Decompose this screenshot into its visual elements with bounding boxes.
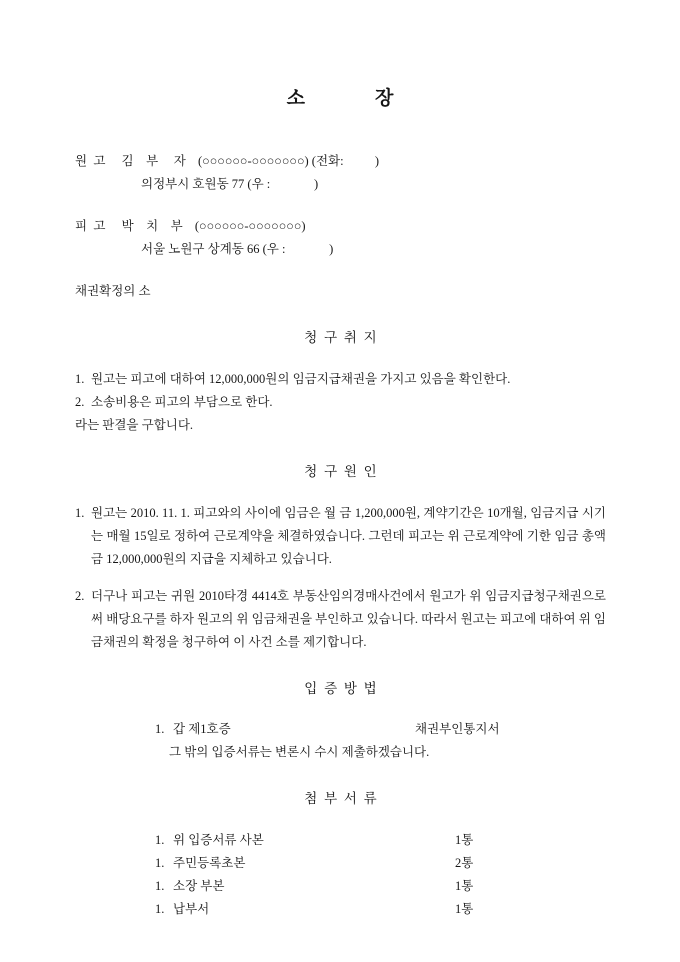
attachment-item-3-label: 소장 부본 xyxy=(173,879,225,894)
evidence-item-number: 1. xyxy=(155,722,165,737)
defendant-block xyxy=(75,215,606,261)
attachment-item-1-label: 위 입증서류 사본 xyxy=(173,833,264,848)
case-name: 채권확정의 소 xyxy=(75,283,151,298)
evidence-item xyxy=(155,718,606,741)
plaintiff-address: 의정부시 호원동 77 (우 : ) xyxy=(141,176,319,191)
defendant-name: 박 치 부 xyxy=(121,218,183,233)
attachment-item-4-number: 1. xyxy=(155,902,165,917)
evidence-note: 그 밖의 입증서류는 변론시 수시 제출하겠습니다. xyxy=(169,745,430,760)
cause-paragraph-1-number: 1. xyxy=(75,505,85,520)
evidence-item-value: 채권부인통지서 xyxy=(415,722,500,737)
defendant-address: 서울 노원구 상계동 66 (우 : ) xyxy=(141,241,334,256)
purport-closing: 라는 판결을 구합니다. xyxy=(75,417,194,432)
purport-item-2-text: 소송비용은 피고의 부담으로 한다. xyxy=(91,394,273,409)
cause-paragraph-2-number: 2. xyxy=(75,588,85,603)
plaintiff-block xyxy=(75,150,606,196)
plaintiff-role-label: 원 고 xyxy=(75,153,106,168)
cause-paragraph-1 xyxy=(75,502,606,571)
attachment-item-3 xyxy=(155,875,606,898)
attachment-item-2 xyxy=(155,852,606,875)
purport-item-2 xyxy=(75,391,606,414)
attachment-item-4-label: 납부서 xyxy=(173,902,210,917)
attachment-item-1 xyxy=(155,829,606,852)
purport-item-1-text: 원고는 피고에 대하여 12,000,000원의 임금지급채권을 가지고 있음을 확인한다. xyxy=(91,371,511,386)
evidence-item-label: 갑 제1호증 xyxy=(173,722,231,737)
defendant-id: (○○○○○○-○○○○○○○) xyxy=(194,218,306,233)
attachment-item-2-label: 주민등록초본 xyxy=(173,856,246,871)
attachment-item-1-count: 1통 xyxy=(455,833,474,848)
purport-item-1 xyxy=(75,368,606,391)
plaintiff-line xyxy=(75,150,606,173)
defendant-line xyxy=(75,215,606,238)
purport-item-2-number: 2. xyxy=(75,394,85,409)
attachment-item-4-count: 1통 xyxy=(455,902,474,917)
defendant-role-label: 피 고 xyxy=(75,218,106,233)
purport-item-1-number: 1. xyxy=(75,371,85,386)
attachment-item-4 xyxy=(155,898,606,921)
cause-paragraph-2-text: 더구나 피고는 귀원 2010타경 4414호 부동산임의경매사건에서 원고가 위 임금지급청구채권으로써 배당요구를 하자 원고의 위 임금채권을 부인하고 있습니다. 따라서 원고는 피고에 대하여 위 임금채권의 확정을 청구하여 이 사건 소를 제기합니다. xyxy=(91,588,606,649)
attachment-item-1-number: 1. xyxy=(155,833,165,848)
evidence-heading: 입 증 방 법 xyxy=(304,680,377,696)
attachments-heading: 첨 부 서 류 xyxy=(304,791,377,807)
cause-paragraph-2 xyxy=(75,585,606,654)
attachment-item-3-number: 1. xyxy=(155,879,165,894)
plaintiff-id-phone: (○○○○○○-○○○○○○○) (전화: ) xyxy=(198,153,379,168)
cause-paragraph-1-text: 원고는 2010. 11. 1. 피고와의 사이에 임금은 월 금 1,200,000원, 계약기간은 10개월, 임금지급 시기는 매월 15일로 정하여 근로계약을 체결하였습니다. 그런데 피고는 위 근로계약에 기한 임금 총액 금 12,000,000원의 지급을 지체하고 있습니다. xyxy=(91,505,606,566)
attachment-item-2-number: 1. xyxy=(155,856,165,871)
attachment-item-2-count: 2통 xyxy=(455,856,474,871)
document-title: 소 장 xyxy=(286,88,395,109)
cause-heading: 청 구 원 인 xyxy=(304,463,377,479)
attachment-item-3-count: 1통 xyxy=(455,879,474,894)
plaintiff-name: 김 부 자 xyxy=(121,153,186,168)
purport-heading: 청 구 취 지 xyxy=(304,329,377,345)
